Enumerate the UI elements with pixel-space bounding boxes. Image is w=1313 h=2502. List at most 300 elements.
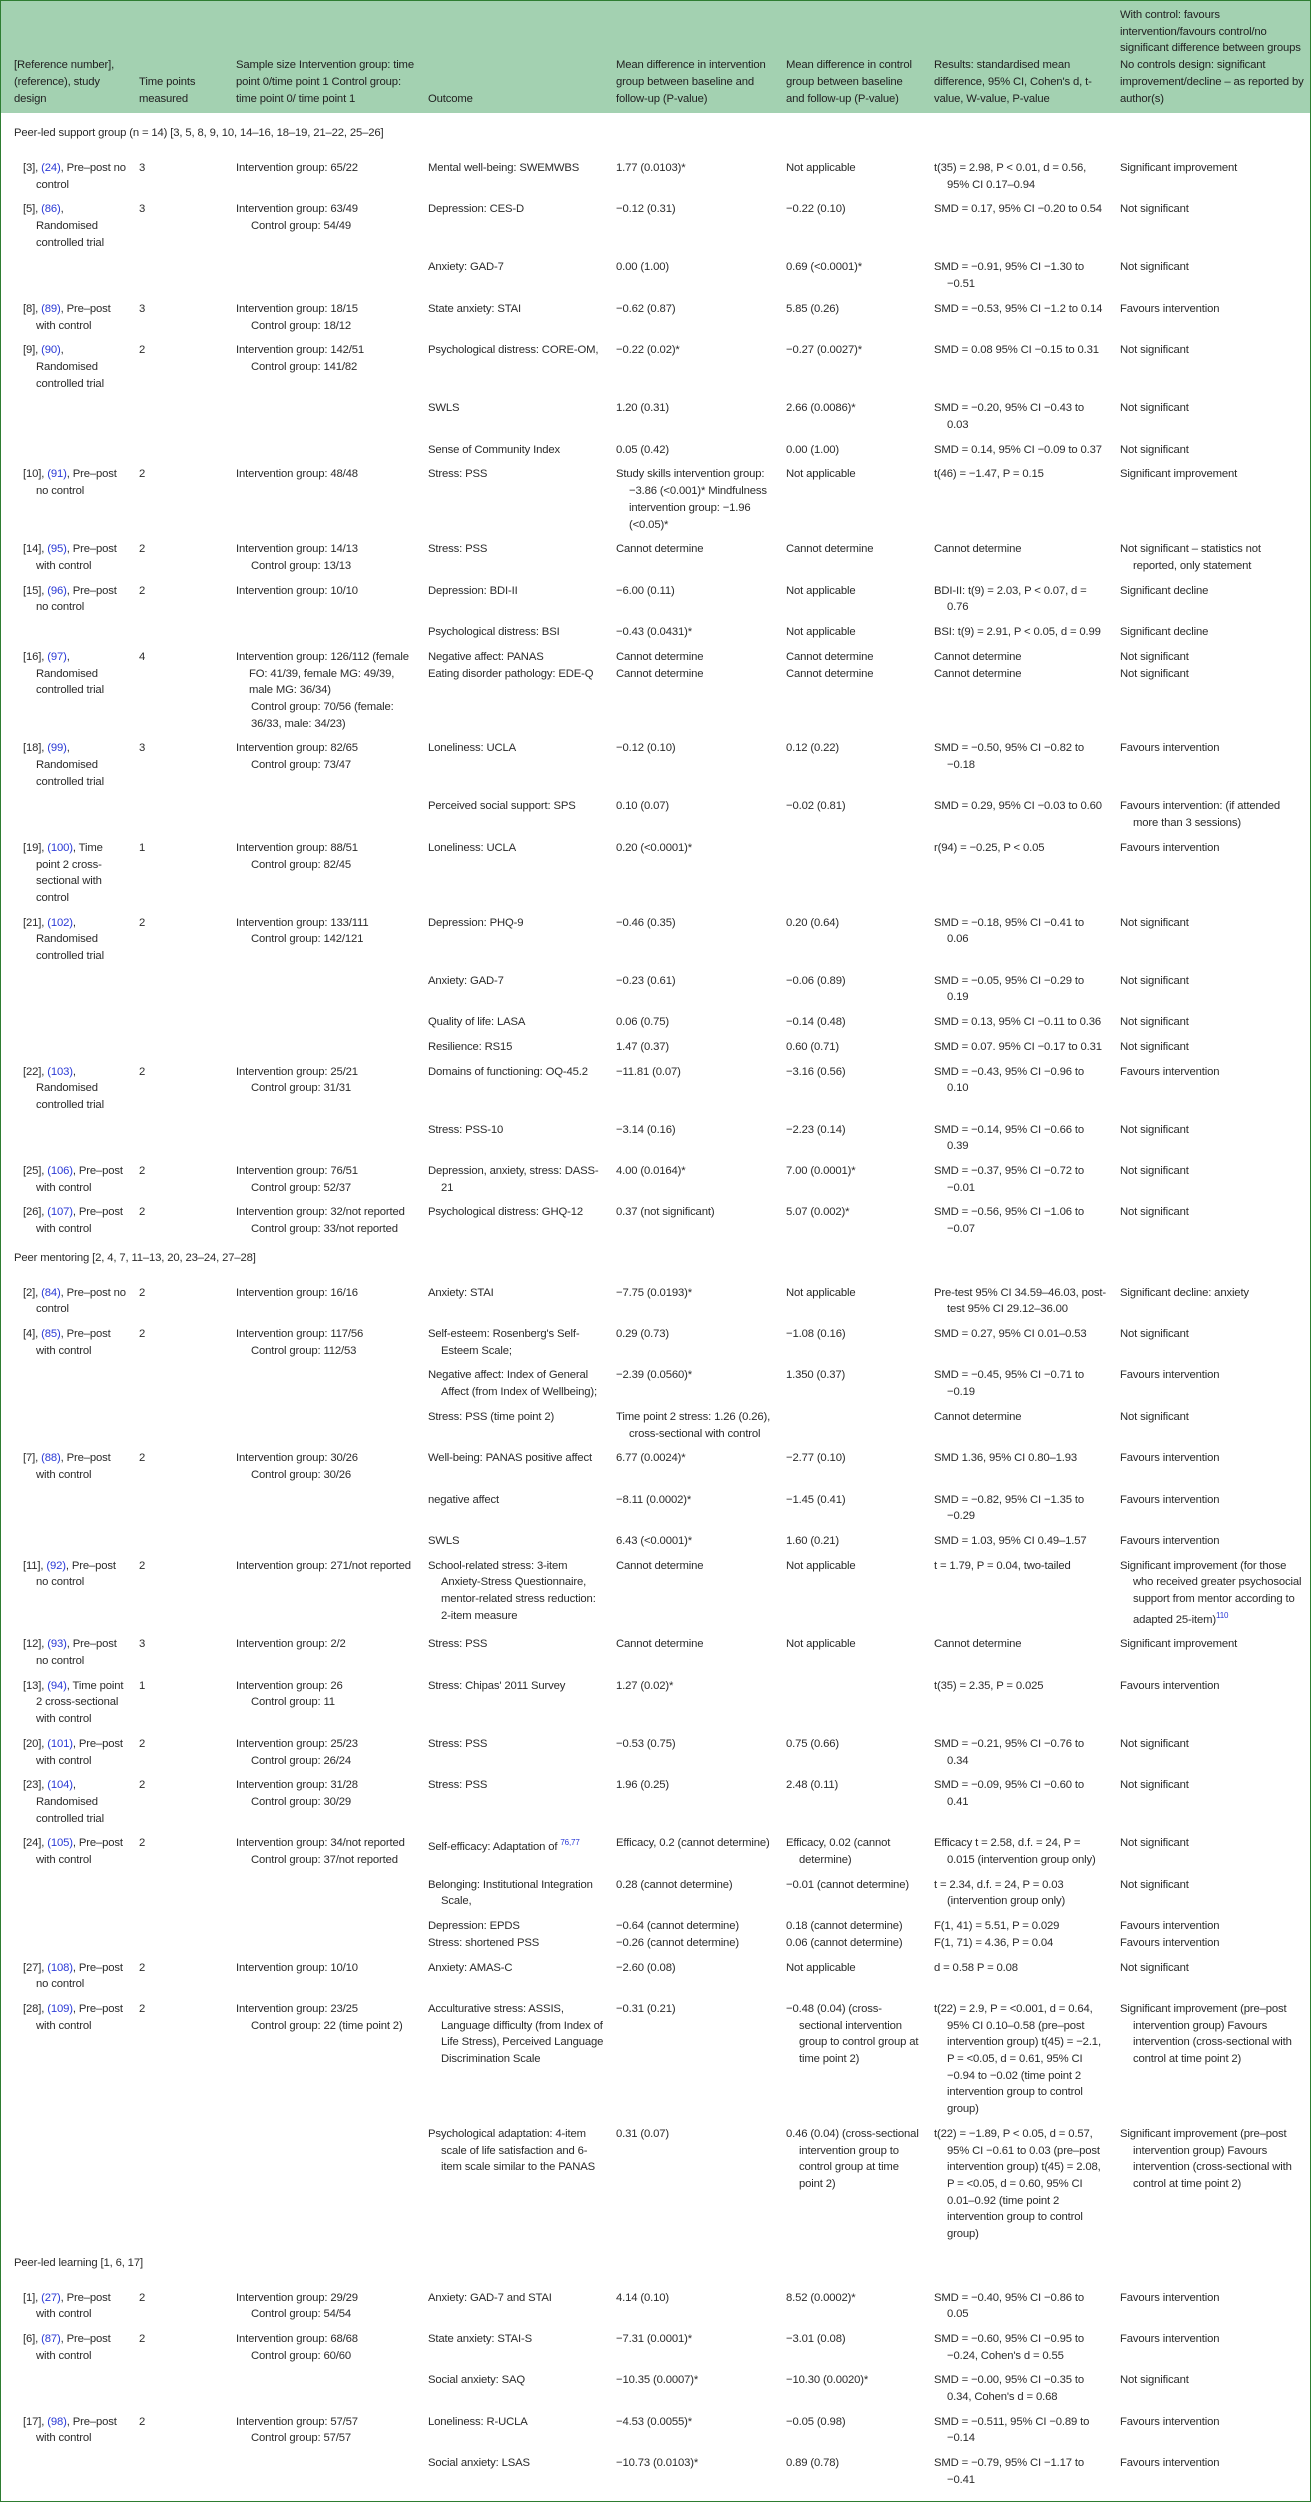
cell-sample-size	[230, 1442, 422, 1483]
cell-mean-diff-intervention	[610, 1401, 780, 1442]
reference-link[interactable]: (94)	[47, 1679, 67, 1692]
study-design: , Pre–post with control	[36, 2332, 111, 2362]
outcome-text: State anxiety: STAI	[428, 302, 522, 315]
reference-link[interactable]: (91)	[47, 468, 67, 481]
cell-mean-diff-intervention-text: 1.20 (0.31)	[616, 402, 669, 415]
reference-link[interactable]: (109)	[47, 2002, 73, 2015]
cell-results	[928, 1318, 1114, 1359]
cell-conclusion	[1114, 641, 1310, 733]
intervention-sample: Intervention group: 68/68	[236, 2332, 358, 2345]
cell-reference-design	[1, 732, 133, 790]
control-sample: Control group: 82/45	[251, 858, 351, 871]
cell-results-text: Cannot determine	[934, 1410, 1022, 1423]
cell-results	[928, 1006, 1114, 1031]
cell-outcome	[422, 1628, 610, 1669]
reference-link[interactable]: (84)	[41, 1286, 61, 1299]
cell-mean-diff-control	[780, 1952, 928, 1993]
cell-results-text: SMD 1.36, 95% CI 0.80–1.93	[934, 1452, 1078, 1465]
cell-results-text: SMD = 0.13, 95% CI −0.11 to 0.36	[934, 1016, 1102, 1029]
cell-conclusion-text: Not significant	[1120, 1410, 1189, 1423]
cell-mean-diff-intervention	[610, 1952, 780, 1993]
cell-time-points: 2	[139, 1961, 146, 1974]
reference-link[interactable]: (88)	[41, 1452, 61, 1465]
cell-outcome	[422, 1670, 610, 1728]
study-design: , Pre–post with control	[36, 1328, 111, 1357]
reference-link[interactable]: (98)	[47, 2415, 67, 2428]
cell-conclusion	[1114, 1114, 1310, 1155]
reference-design-text	[23, 301, 127, 334]
cell-sample-size	[230, 2364, 422, 2405]
cell-sample-size	[230, 392, 422, 433]
cell-conclusion-text: Not significant	[1120, 1328, 1189, 1340]
reference-link[interactable]: (97)	[47, 650, 67, 663]
cell-reference-design	[1, 1827, 133, 1868]
cell-results	[928, 1277, 1114, 1318]
cell-reference-design	[1, 1993, 133, 2118]
cell-mean-diff-control	[780, 1006, 928, 1031]
cell-conclusion	[1114, 2406, 1310, 2447]
cell-mean-diff-intervention	[610, 152, 780, 193]
control-sample: Control group: 57/57	[251, 2432, 351, 2445]
study-number: [26],	[23, 1206, 48, 1219]
outcome-text: Depression: BDI-II	[428, 584, 518, 597]
cell-results	[928, 1952, 1114, 1993]
cell-mean-diff-intervention-text: −10.73 (0.0103)*	[616, 2457, 699, 2470]
table-row	[1, 1550, 1310, 1629]
cell-results	[928, 1993, 1114, 2118]
reference-design-text	[23, 583, 127, 616]
cell-reference-design	[1, 1114, 133, 1155]
cell-reference-design	[1, 1196, 133, 1237]
cell-mean-diff-control	[780, 2323, 928, 2364]
cell-conclusion	[1114, 790, 1310, 831]
cell-conclusion-text: Not significant	[1120, 344, 1189, 357]
cell-outcome	[422, 832, 610, 907]
cell-mean-diff-control-text: Efficacy, 0.02 (cannot determine)	[786, 1837, 891, 1867]
cell-results-text: SMD = −0.45, 95% CI −0.71 to −0.19	[934, 1369, 1084, 1399]
outcome-text: Psychological distress: CORE-OM,	[428, 344, 599, 357]
header-mean-diff-intervention: Mean difference in intervention group between baseline and follow-up (P-value)	[610, 1, 780, 113]
cell-outcome	[422, 1910, 610, 1951]
cell-sample-size	[230, 1031, 422, 1056]
cell-mean-diff-intervention	[610, 2118, 780, 2243]
cell-sample-size	[230, 616, 422, 641]
table-row	[1, 641, 1310, 733]
intervention-sample: Intervention group: 63/49	[236, 203, 358, 216]
cell-results	[928, 1728, 1114, 1769]
reference-design-text	[23, 160, 127, 193]
cell-mean-diff-control	[780, 434, 928, 459]
cell-results	[928, 1550, 1114, 1629]
reference-link[interactable]: (107)	[47, 1206, 73, 1219]
cell-time-points: 2	[139, 1065, 146, 1078]
cell-conclusion	[1114, 2118, 1310, 2243]
intervention-sample: Intervention group: 57/57	[236, 2415, 358, 2428]
cell-mean-diff-control	[780, 458, 928, 533]
cell-time-points	[133, 392, 230, 433]
cell-reference-design	[1, 1525, 133, 1550]
reference-link[interactable]: (101)	[47, 1737, 73, 1750]
cell-conclusion	[1114, 1952, 1310, 1993]
reference-design-text	[23, 740, 127, 790]
outcome-text: Anxiety: GAD-7 and STAI	[428, 2291, 552, 2304]
header-time-points: Time points measured	[133, 1, 230, 113]
cell-time-points	[133, 2364, 230, 2405]
cell-conclusion-text: Favours intervention	[1120, 1452, 1220, 1465]
cell-conclusion-text: Favours intervention	[1120, 742, 1220, 755]
study-number: [10],	[23, 468, 48, 481]
cell-reference-design	[1, 1442, 133, 1483]
cell-conclusion-text: Not significant	[1120, 1961, 1189, 1974]
cell-mean-diff-control-text: Cannot determine	[786, 650, 874, 663]
cell-results-text: SMD = 0.08 95% CI −0.15 to 0.31	[934, 344, 1099, 357]
cell-conclusion	[1114, 1628, 1310, 1669]
reference-design-text	[23, 1285, 127, 1318]
table-row	[1, 251, 1310, 292]
study-number: [17],	[23, 2415, 48, 2428]
cell-conclusion-text: Not significant	[1120, 261, 1189, 274]
table-row	[1, 2118, 1310, 2243]
table-row	[1, 907, 1310, 965]
cell-sample-size	[230, 2447, 422, 2500]
cell-conclusion	[1114, 1869, 1310, 1910]
cell-mean-diff-control-text: −0.05 (0.98)	[786, 2415, 846, 2428]
cell-mean-diff-intervention-text: 0.10 (0.07)	[616, 800, 669, 813]
cell-conclusion	[1114, 1155, 1310, 1196]
table-row	[1, 2364, 1310, 2405]
cell-time-points: 1	[139, 1679, 146, 1692]
study-design: , Pre–post no control	[36, 161, 126, 191]
cell-conclusion	[1114, 907, 1310, 965]
reference-link[interactable]: (93)	[47, 1638, 67, 1651]
cell-time-points: 2	[139, 2415, 146, 2428]
cell-reference-design	[1, 1031, 133, 1056]
cell-results-text: t(35) = 2.35, P = 0.025	[934, 1679, 1044, 1692]
cell-mean-diff-intervention	[610, 193, 780, 251]
cell-time-points: 2	[139, 1328, 146, 1340]
cell-time-points	[133, 1525, 230, 1550]
outcome-text: Loneliness: R-UCLA	[428, 2415, 528, 2428]
cell-mean-diff-control	[780, 1484, 928, 1525]
cell-conclusion-text: Significant improvement (for those who received greater psychosocial support from mentor according to adapted 25-item)	[1120, 1559, 1302, 1626]
cell-results	[928, 1442, 1114, 1483]
reference-link[interactable]: (104)	[47, 1779, 73, 1792]
cell-results-text: SMD = −0.40, 95% CI −0.86 to 0.05	[934, 2291, 1084, 2321]
cell-mean-diff-intervention-text: 0.29 (0.73)	[616, 1328, 669, 1340]
cell-conclusion-text: Favours intervention	[1120, 302, 1220, 315]
citation-superscript[interactable]: 110	[1216, 1610, 1229, 1620]
cell-mean-diff-control	[780, 575, 928, 616]
cell-results-text: SMD = −0.37, 95% CI −0.72 to −0.01	[934, 1165, 1084, 1194]
cell-outcome	[422, 790, 610, 831]
cell-time-points: 2	[139, 1165, 146, 1178]
cell-outcome	[422, 2447, 610, 2500]
cell-reference-design	[1, 1952, 133, 1993]
cell-sample-size	[230, 732, 422, 790]
cell-sample-size	[230, 533, 422, 574]
table-row	[1, 575, 1310, 616]
study-number: [22],	[23, 1065, 48, 1078]
cell-mean-diff-control	[780, 334, 928, 392]
cell-reference-design	[1, 1401, 133, 1442]
cell-mean-diff-control	[780, 1550, 928, 1629]
study-number: [4],	[23, 1328, 42, 1340]
cell-conclusion-text: Significant improvement	[1120, 468, 1238, 481]
cell-mean-diff-control-text: Not applicable	[786, 161, 856, 174]
control-sample: Control group: 30/26	[251, 1468, 351, 1481]
cell-mean-diff-intervention-text: 0.05 (0.42)	[616, 443, 669, 456]
control-sample: Control group: 30/29	[251, 1795, 351, 1808]
cell-outcome	[422, 1952, 610, 1993]
cell-conclusion-text: Not significant	[1120, 1040, 1189, 1053]
outcome-text: Stress: PSS	[428, 1737, 488, 1750]
cell-mean-diff-control-text: 2.48 (0.11)	[786, 1779, 839, 1792]
intervention-sample: Intervention group: 23/25	[236, 2002, 358, 2015]
cell-conclusion-text: Not significant	[1120, 443, 1189, 456]
table-row	[1, 1728, 1310, 1769]
cell-results-text: t(35) = 2.98, P < 0.01, d = 0.56, 95% CI 0.17–0.94	[934, 161, 1087, 191]
study-number: [25],	[23, 1165, 48, 1178]
cell-mean-diff-control	[780, 732, 928, 790]
cell-sample-size	[230, 1550, 422, 1629]
outcome-text: Stress: Chipas' 2011 Survey	[428, 1679, 566, 1692]
reference-link[interactable]: (105)	[47, 1837, 73, 1850]
table-row	[1, 1827, 1310, 1868]
cell-conclusion-text: Not significant	[1120, 1165, 1189, 1178]
cell-mean-diff-control-text: 0.18 (cannot determine)	[786, 1920, 903, 1933]
cell-results-text: d = 0.58 P = 0.08	[934, 1961, 1018, 1974]
citation-superscript[interactable]: 76,77	[560, 1838, 580, 1848]
cell-mean-diff-control-text: 2.66 (0.0086)*	[786, 402, 856, 415]
cell-results-text: r(94) = −0.25, P < 0.05	[934, 841, 1045, 854]
cell-mean-diff-control	[780, 1869, 928, 1910]
cell-sample-size	[230, 1401, 422, 1442]
cell-mean-diff-intervention-text: Cannot determine	[616, 650, 704, 663]
cell-results	[928, 1401, 1114, 1442]
cell-mean-diff-control-text: 1.350 (0.37)	[786, 1369, 846, 1382]
cell-time-points: 2	[139, 344, 146, 357]
outcome-text: Depression, anxiety, stress: DASS-21	[428, 1165, 599, 1194]
cell-outcome	[422, 641, 610, 733]
intervention-sample: Intervention group: 18/15	[236, 302, 358, 315]
cell-results-text: SMD = −0.82, 95% CI −1.35 to −0.29	[934, 1493, 1084, 1523]
control-sample: Control group: 11	[251, 1696, 335, 1709]
reference-link[interactable]: (108)	[47, 1961, 73, 1974]
cell-conclusion-text: Favours intervention	[1120, 1679, 1220, 1692]
cell-conclusion-text: Not significant – statistics not reported, only statement	[1120, 543, 1261, 572]
cell-sample-size	[230, 1114, 422, 1155]
cell-mean-diff-control	[780, 193, 928, 251]
intervention-sample: Intervention group: 88/51	[236, 841, 358, 854]
cell-results	[928, 1359, 1114, 1400]
cell-sample-size	[230, 1484, 422, 1525]
cell-mean-diff-intervention-text: Time point 2 stress: 1.26 (0.26), cross-sectional with control	[616, 1410, 771, 1440]
cell-mean-diff-control	[780, 790, 928, 831]
study-design: , Randomised controlled trial	[36, 742, 104, 788]
cell-results-text: SMD = −0.43, 95% CI −0.96 to 0.10	[934, 1065, 1084, 1095]
cell-results-text-secondary: F(1, 71) = 4.36, P = 0.04	[934, 1936, 1054, 1949]
cell-reference-design	[1, 1910, 133, 1951]
cell-conclusion	[1114, 334, 1310, 392]
cell-mean-diff-intervention	[610, 1910, 780, 1951]
reference-design-text	[23, 1558, 127, 1591]
cell-mean-diff-control-text: 5.85 (0.26)	[786, 302, 839, 315]
cell-results-text: SMD = −0.511, 95% CI −0.89 to −0.14	[934, 2415, 1090, 2445]
cell-conclusion-text: Favours intervention	[1120, 2291, 1220, 2304]
cell-results	[928, 965, 1114, 1006]
cell-mean-diff-intervention-text: 4.00 (0.0164)*	[616, 1165, 686, 1178]
cell-results	[928, 1628, 1114, 1669]
cell-conclusion	[1114, 1056, 1310, 1114]
cell-mean-diff-control-text: −2.23 (0.14)	[786, 1123, 846, 1136]
reference-link[interactable]: (96)	[47, 584, 67, 597]
cell-outcome	[422, 251, 610, 292]
cell-mean-diff-control	[780, 832, 928, 907]
cell-mean-diff-intervention-text: −3.14 (0.16)	[616, 1123, 676, 1136]
table-row	[1, 1484, 1310, 1525]
reference-link[interactable]: (24)	[41, 161, 61, 174]
cell-sample-size	[230, 152, 422, 193]
cell-mean-diff-intervention	[610, 434, 780, 459]
reference-design-text	[23, 1960, 127, 1993]
cell-outcome	[422, 1550, 610, 1629]
cell-conclusion-text: Significant improvement (pre–post intervention group) Favours intervention (cross-sectional with control at time point 2)	[1120, 2127, 1292, 2190]
cell-reference-design	[1, 1550, 133, 1629]
study-design: , Time point 2 cross-sectional with control	[36, 841, 103, 904]
reference-link[interactable]: (102)	[47, 916, 73, 929]
reference-link[interactable]: (106)	[47, 1165, 73, 1178]
outcome-with-citation	[428, 1835, 604, 1855]
reference-link[interactable]: (86)	[41, 203, 61, 216]
outcome-text: Loneliness: UCLA	[428, 841, 517, 854]
cell-results-text: SMD = −0.05, 95% CI −0.29 to 0.19	[934, 974, 1084, 1004]
reference-link[interactable]: (87)	[41, 2332, 61, 2345]
outcome-text: Stress: PSS	[428, 1779, 488, 1792]
cell-sample-size	[230, 1525, 422, 1550]
cell-outcome	[422, 293, 610, 334]
cell-results	[928, 1155, 1114, 1196]
intervention-sample: Intervention group: 126/112 (female FO: 41/39, female MG: 49/39, male MG: 36/34)	[236, 650, 409, 697]
cell-mean-diff-control-text: 1.60 (0.21)	[786, 1535, 839, 1548]
cell-mean-diff-control	[780, 293, 928, 334]
cell-mean-diff-control	[780, 392, 928, 433]
cell-mean-diff-intervention	[610, 1628, 780, 1669]
cell-conclusion-text: Significant decline: anxiety	[1120, 1286, 1249, 1299]
cell-mean-diff-control	[780, 1031, 928, 1056]
cell-mean-diff-intervention-text: −7.31 (0.0001)*	[616, 2332, 692, 2345]
cell-mean-diff-intervention-text: −8.11 (0.0002)*	[616, 1493, 692, 1506]
table-row	[1, 193, 1310, 251]
intervention-sample: Intervention group: 133/111	[236, 916, 369, 929]
section-header-row	[1, 2243, 1310, 2282]
study-design: , Pre–post with control	[36, 1737, 123, 1767]
reference-design-text	[23, 541, 127, 574]
cell-mean-diff-intervention	[610, 251, 780, 292]
cell-results	[928, 533, 1114, 574]
cell-mean-diff-intervention	[610, 1728, 780, 1769]
table-row	[1, 458, 1310, 533]
reference-link[interactable]: (103)	[47, 1065, 73, 1078]
control-sample: Control group: 73/47	[251, 759, 351, 772]
table-row	[1, 1114, 1310, 1155]
cell-time-points	[133, 1114, 230, 1155]
cell-mean-diff-intervention	[610, 1550, 780, 1629]
cell-time-points	[133, 965, 230, 1006]
cell-results	[928, 152, 1114, 193]
cell-sample-size	[230, 790, 422, 831]
table-row	[1, 2323, 1310, 2364]
cell-mean-diff-control-text: Not applicable	[786, 1961, 856, 1974]
cell-results-text: t(46) = −1.47, P = 0.15	[934, 468, 1044, 481]
study-design: , Pre–post no control	[36, 1286, 126, 1316]
cell-mean-diff-intervention-text: −0.43 (0.0431)*	[616, 626, 692, 639]
reference-link[interactable]: (95)	[47, 543, 67, 556]
study-number: [8],	[23, 302, 42, 315]
cell-mean-diff-control	[780, 1670, 928, 1728]
cell-results	[928, 392, 1114, 433]
study-number: [20],	[23, 1737, 48, 1750]
outcome-text: Well-being: PANAS positive affect	[428, 1452, 592, 1465]
cell-outcome	[422, 1031, 610, 1056]
outcome-text: Perceived social support: SPS	[428, 800, 576, 813]
reference-link[interactable]: (89)	[41, 302, 61, 315]
cell-results-text: SMD = −0.50, 95% CI −0.82 to −0.18	[934, 742, 1084, 772]
header-mean-diff-control: Mean difference in control group between baseline and follow-up (P-value)	[780, 1, 928, 113]
cell-mean-diff-control-text-secondary: Cannot determine	[786, 667, 874, 680]
cell-outcome	[422, 1318, 610, 1359]
reference-link[interactable]: (92)	[46, 1559, 66, 1572]
cell-outcome	[422, 1196, 610, 1237]
cell-mean-diff-intervention-text: −6.00 (0.11)	[616, 584, 675, 597]
cell-conclusion	[1114, 1484, 1310, 1525]
cell-outcome	[422, 2406, 610, 2447]
reference-link[interactable]: (99)	[47, 742, 67, 755]
cell-conclusion-text: Favours intervention: (if attended more than 3 sessions)	[1120, 800, 1281, 830]
intervention-sample: Intervention group: 29/29	[236, 2291, 358, 2304]
cell-mean-diff-control-text: Cannot determine	[786, 543, 874, 556]
reference-link[interactable]: (100)	[47, 841, 73, 854]
cell-conclusion	[1114, 1993, 1310, 2118]
cell-time-points: 2	[139, 2332, 146, 2345]
cell-mean-diff-control-text: Not applicable	[786, 1559, 856, 1572]
cell-time-points	[133, 1401, 230, 1442]
reference-link[interactable]: (85)	[41, 1328, 61, 1340]
cell-reference-design	[1, 2118, 133, 2243]
reference-link[interactable]: (90)	[41, 344, 61, 357]
cell-conclusion-text: Not significant	[1120, 916, 1189, 929]
cell-results	[928, 790, 1114, 831]
control-sample: Control group: 22 (time point 2)	[251, 2019, 403, 2032]
cell-results	[928, 1484, 1114, 1525]
control-sample: Control group: 54/54	[251, 2308, 351, 2321]
reference-link[interactable]: (27)	[41, 2291, 61, 2304]
cell-conclusion-text: Not significant	[1120, 1779, 1189, 1792]
cell-mean-diff-intervention	[610, 2323, 780, 2364]
outcome-text: Negative affect: PANAS	[428, 650, 544, 663]
cell-sample-size	[230, 1155, 422, 1196]
reference-design-text	[23, 1777, 127, 1827]
cell-outcome	[422, 1277, 610, 1318]
cell-conclusion	[1114, 152, 1310, 193]
cell-mean-diff-control	[780, 616, 928, 641]
cell-mean-diff-control-text: 0.75 (0.66)	[786, 1737, 839, 1750]
cell-mean-diff-intervention	[610, 616, 780, 641]
cell-conclusion	[1114, 1196, 1310, 1237]
cell-sample-size	[230, 1670, 422, 1728]
outcome-text: Negative affect: Index of General Affect (from Index of Wellbeing);	[428, 1369, 597, 1399]
cell-time-points: 1	[139, 841, 146, 854]
cell-mean-diff-intervention	[610, 907, 780, 965]
